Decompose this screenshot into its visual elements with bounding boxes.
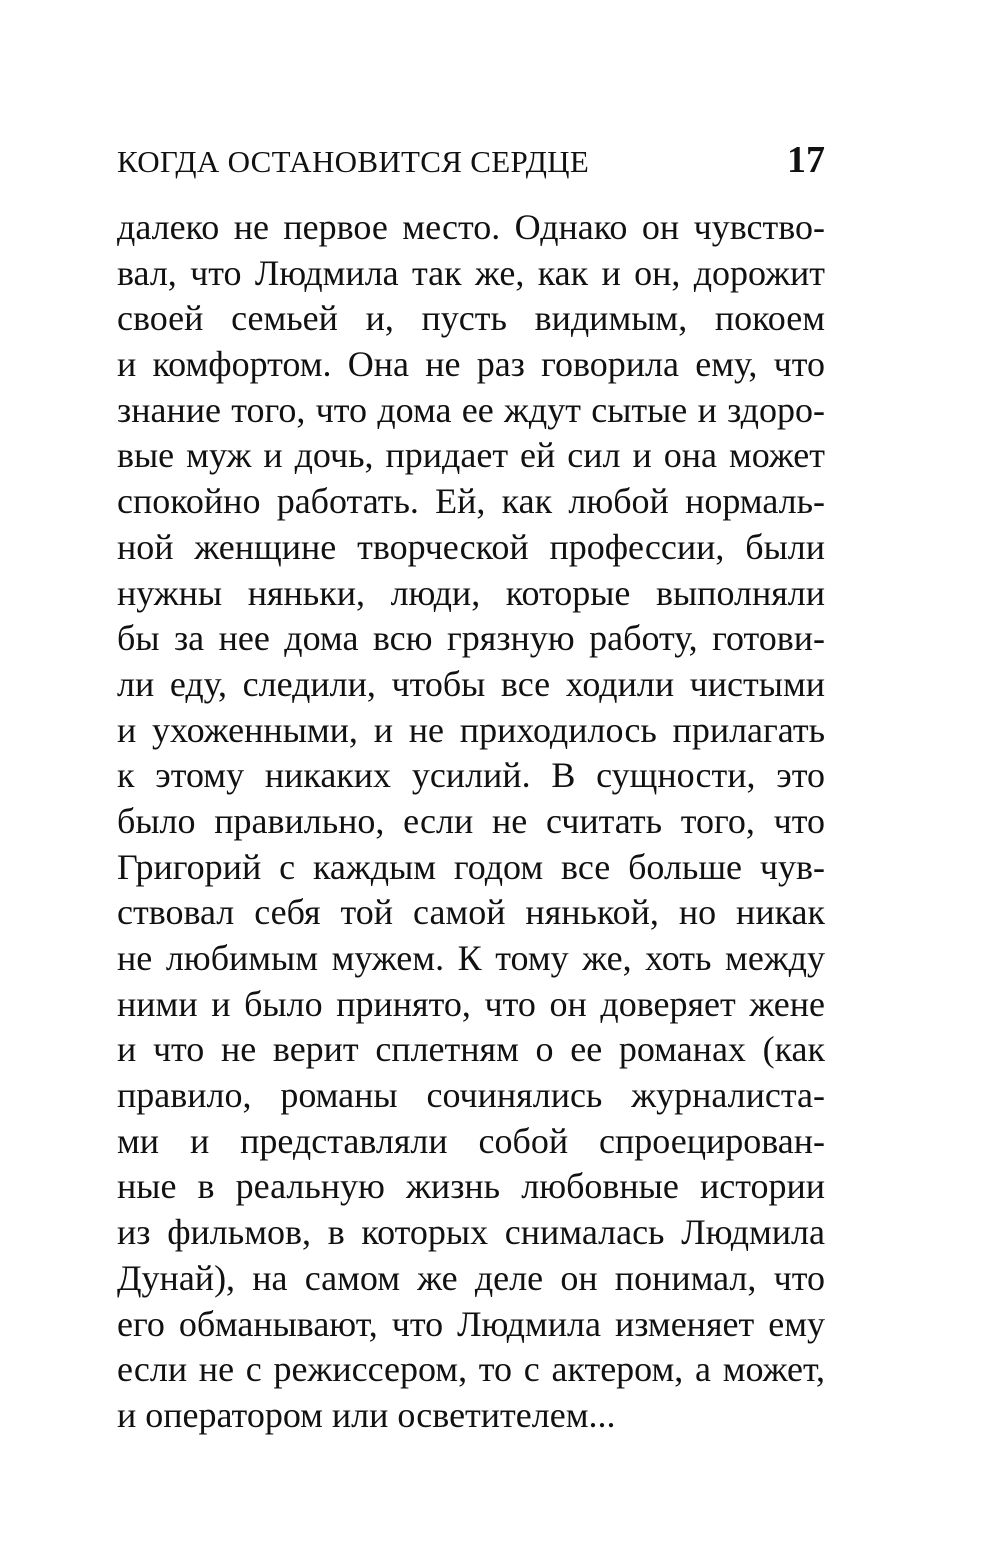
- text-line: вые муж и дочь, придает ей сил и она может: [117, 435, 825, 476]
- text-line: правило, романы сочинялись журналиста-: [117, 1075, 825, 1116]
- text-line: и комфортом. Она не раз говорила ему, что: [117, 344, 825, 385]
- text-line: ми и представляли собой спроецирован-: [117, 1120, 825, 1161]
- text-line: было правильно, если не считать того, что: [117, 800, 825, 841]
- text-line: и что не верит сплетням о ее романах (как: [117, 1029, 825, 1070]
- text-line: если не с режиссером, то с актером, а может,: [117, 1349, 825, 1390]
- text-line: к этому никаких усилий. В сущности, это: [117, 755, 825, 796]
- body-text: [117, 205, 825, 1439]
- text-line: Григорий с каждым годом все больше чув-: [117, 846, 825, 887]
- text-line: нужны няньки, люди, которые выполняли: [117, 572, 825, 613]
- text-line: и ухоженными, и не приходилось прилагать: [117, 709, 825, 750]
- text-line: своей семьей и, пусть видимым, покоем: [117, 298, 825, 339]
- text-line: не любимым мужем. К тому же, хоть между: [117, 938, 825, 978]
- text-line: ной женщине творческой профессии, были: [117, 526, 825, 567]
- page-number: 17: [787, 139, 825, 181]
- text-line: бы за нее дома всю грязную работу, готови-: [117, 618, 825, 659]
- text-line: спокойно работать. Ей, как любой нормаль-: [117, 481, 825, 522]
- text-line: ные в реальную жизнь любовные истории: [117, 1166, 825, 1207]
- text-line: его обманывают, что Людмила изменяет ему: [117, 1303, 825, 1344]
- text-line: ли еду, следили, чтобы все ходили чистыми: [117, 663, 825, 704]
- text-line: далеко не первое место. Однако он чувство-: [117, 207, 825, 247]
- text-line: вал, что Людмила так же, как и он, дорожит: [117, 252, 825, 293]
- text-line: ствовал себя той самой нянькой, но никак: [117, 892, 825, 933]
- text-line: ними и было принято, что он доверяет жене: [117, 983, 825, 1024]
- text-line-last: и оператором или осветителем...: [117, 1394, 616, 1435]
- text-line: Дунай), на самом же деле он понимал, что: [117, 1257, 825, 1298]
- running-title: КОГДА ОСТАНОВИТСЯ СЕРДЦЕ: [117, 144, 590, 179]
- running-head: [117, 138, 825, 188]
- text-line: знание того, что дома ее ждут сытые и здоро-: [117, 389, 825, 430]
- text-line: из фильмов, в которых снималась Людмила: [117, 1212, 825, 1253]
